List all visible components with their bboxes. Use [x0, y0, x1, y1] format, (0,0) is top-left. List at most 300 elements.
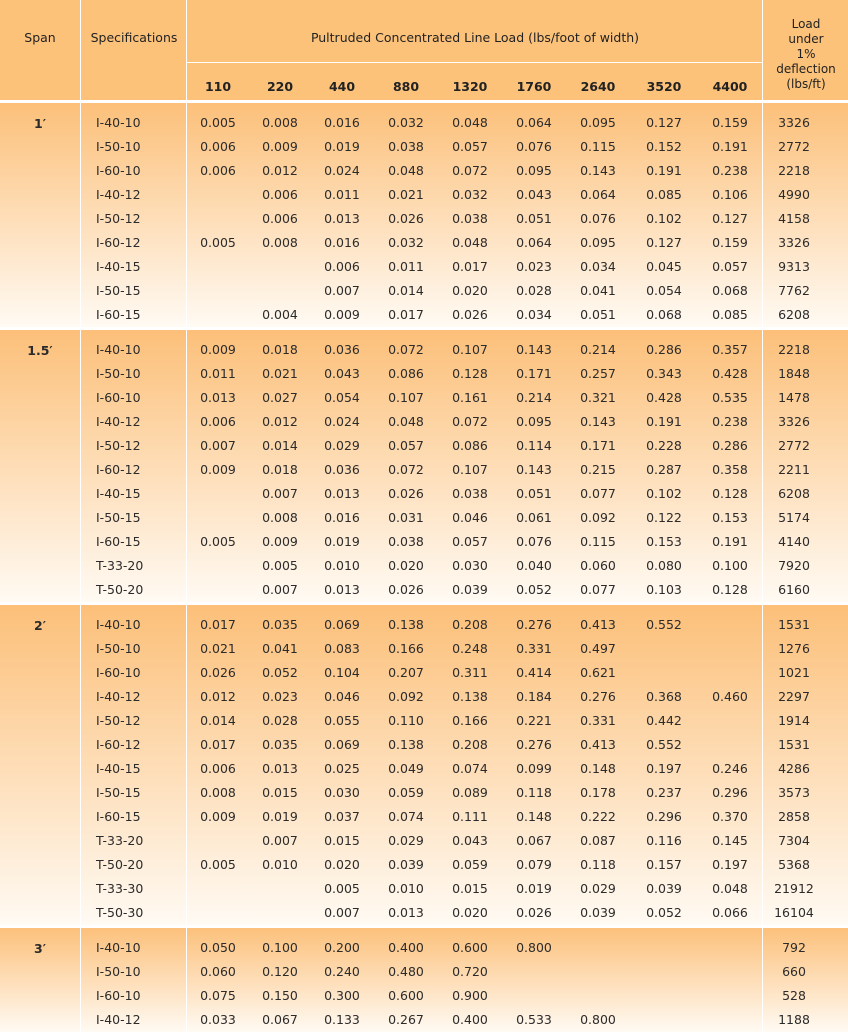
- deflection-cell: 0.055: [324, 713, 360, 728]
- deflection-cell: 0.148: [516, 809, 552, 824]
- load-cell: 5174: [778, 510, 810, 525]
- deflection-cell: 0.021: [262, 366, 298, 381]
- deflection-cell: 0.048: [388, 163, 424, 178]
- deflection-cell: 0.041: [262, 641, 298, 656]
- deflection-cell: 0.026: [388, 582, 424, 597]
- deflection-cell: [186, 279, 250, 303]
- table-row: [0, 231, 848, 255]
- deflection-cell: [698, 984, 762, 1008]
- spec-cell: I-60-10: [96, 665, 141, 680]
- deflection-cell: 0.017: [388, 307, 424, 322]
- table-row: [0, 362, 848, 386]
- deflection-cell: 0.050: [200, 940, 236, 955]
- deflection-cell: 0.118: [580, 857, 616, 872]
- table-row: [0, 829, 848, 853]
- span-label: 1′: [34, 116, 46, 131]
- spec-cell: I-40-15: [96, 486, 141, 501]
- span-label: 2′: [34, 618, 46, 633]
- spec-cell: I-40-15: [96, 761, 141, 776]
- table-row: [0, 757, 848, 781]
- spec-cell: I-50-15: [96, 283, 141, 298]
- deflection-cell: 0.077: [580, 582, 616, 597]
- deflection-cell: 0.009: [200, 342, 236, 357]
- spec-cell: I-40-10: [96, 342, 141, 357]
- deflection-cell: 0.038: [388, 139, 424, 154]
- table-row: [0, 279, 848, 303]
- deflection-cell: 0.017: [200, 617, 236, 632]
- deflection-cell: 0.208: [452, 617, 488, 632]
- deflection-cell: 0.038: [452, 486, 488, 501]
- deflection-cell: 0.128: [712, 582, 748, 597]
- table-row: [0, 578, 848, 602]
- header-load-value: 2640: [580, 79, 616, 94]
- deflection-cell: 0.900: [452, 988, 488, 1003]
- deflection-cell: 0.107: [452, 342, 488, 357]
- header-deflection-line: (lbs/ft): [786, 77, 826, 91]
- deflection-cell: 0.191: [712, 534, 748, 549]
- deflection-cell: 0.246: [712, 761, 748, 776]
- table-row: [0, 805, 848, 829]
- deflection-cell: 0.178: [580, 785, 616, 800]
- deflection-cell: [632, 984, 696, 1008]
- deflection-cell: 0.331: [580, 713, 616, 728]
- load-cell: 7762: [778, 283, 810, 298]
- deflection-cell: 0.143: [580, 414, 616, 429]
- spec-cell: I-40-10: [96, 940, 141, 955]
- deflection-cell: 0.076: [516, 534, 552, 549]
- deflection-cell: 0.143: [516, 342, 552, 357]
- table-row: [0, 506, 848, 530]
- deflection-cell: 0.009: [200, 809, 236, 824]
- deflection-cell: 0.019: [516, 881, 552, 896]
- span-group: [0, 602, 848, 925]
- deflection-cell: 0.011: [200, 366, 236, 381]
- deflection-cell: 0.115: [580, 534, 616, 549]
- deflection-cell: 0.127: [712, 211, 748, 226]
- spec-cell: I-40-12: [96, 1012, 141, 1027]
- spec-cell: I-40-12: [96, 689, 141, 704]
- deflection-cell: 0.015: [262, 785, 298, 800]
- deflection-cell: 0.013: [262, 761, 298, 776]
- deflection-cell: 0.157: [646, 857, 682, 872]
- deflection-cell: 0.311: [452, 665, 488, 680]
- deflection-cell: [632, 1008, 696, 1032]
- load-cell: 16104: [774, 905, 814, 920]
- deflection-cell: 0.103: [646, 582, 682, 597]
- deflection-cell: 0.034: [516, 307, 552, 322]
- load-cell: 1848: [778, 366, 810, 381]
- deflection-cell: 0.007: [262, 582, 298, 597]
- deflection-cell: 0.085: [712, 307, 748, 322]
- table-row: [0, 984, 848, 1008]
- deflection-cell: [698, 960, 762, 984]
- deflection-cell: 0.012: [262, 414, 298, 429]
- deflection-cell: 0.287: [646, 462, 682, 477]
- deflection-cell: 0.221: [516, 713, 552, 728]
- deflection-cell: 0.228: [646, 438, 682, 453]
- deflection-cell: 0.036: [324, 342, 360, 357]
- header-load-value: 3520: [646, 79, 682, 94]
- deflection-cell: 0.095: [516, 414, 552, 429]
- deflection-cell: 0.358: [712, 462, 748, 477]
- deflection-cell: 0.026: [388, 211, 424, 226]
- deflection-cell: 0.100: [712, 558, 748, 573]
- deflection-cell: 0.039: [580, 905, 616, 920]
- deflection-cell: 0.115: [580, 139, 616, 154]
- deflection-cell: 0.276: [580, 689, 616, 704]
- spec-cell: I-50-15: [96, 785, 141, 800]
- deflection-cell: 0.240: [324, 964, 360, 979]
- deflection-cell: 0.116: [646, 833, 682, 848]
- deflection-cell: 0.015: [324, 833, 360, 848]
- deflection-cell: 0.010: [262, 857, 298, 872]
- deflection-cell: 0.057: [712, 259, 748, 274]
- deflection-cell: 0.057: [452, 139, 488, 154]
- deflection-cell: 0.197: [646, 761, 682, 776]
- deflection-cell: 0.048: [452, 235, 488, 250]
- deflection-cell: [698, 733, 762, 757]
- deflection-cell: [186, 207, 250, 231]
- deflection-cell: 0.128: [452, 366, 488, 381]
- deflection-cell: 0.045: [646, 259, 682, 274]
- deflection-cell: 0.005: [262, 558, 298, 573]
- deflection-cell: 0.442: [646, 713, 682, 728]
- deflection-cell: [186, 578, 250, 602]
- deflection-cell: 0.043: [324, 366, 360, 381]
- header-load-value: 440: [328, 79, 356, 94]
- deflection-cell: 0.114: [516, 438, 552, 453]
- spec-cell: I-60-12: [96, 235, 141, 250]
- span-group: [0, 327, 848, 602]
- deflection-cell: 0.038: [452, 211, 488, 226]
- header-divider: [186, 0, 187, 100]
- deflection-cell: 0.035: [262, 617, 298, 632]
- deflection-cell: 0.159: [712, 115, 748, 130]
- table-row: [0, 661, 848, 685]
- table-row: [0, 111, 848, 135]
- deflection-cell: 0.184: [516, 689, 552, 704]
- deflection-cell: 0.031: [388, 510, 424, 525]
- deflection-cell: 0.013: [324, 486, 360, 501]
- table-row: [0, 410, 848, 434]
- deflection-cell: 0.013: [324, 211, 360, 226]
- table-header: [0, 0, 848, 100]
- deflection-cell: 0.009: [200, 462, 236, 477]
- deflection-cell: 0.238: [712, 163, 748, 178]
- deflection-cell: 0.138: [388, 737, 424, 752]
- load-cell: 2858: [778, 809, 810, 824]
- spec-cell: I-60-15: [96, 534, 141, 549]
- deflection-cell: 0.009: [262, 534, 298, 549]
- deflection-cell: 0.600: [388, 988, 424, 1003]
- deflection-cell: [698, 1008, 762, 1032]
- deflection-cell: 0.023: [516, 259, 552, 274]
- table-row: [0, 1008, 848, 1032]
- deflection-cell: 0.286: [646, 342, 682, 357]
- deflection-cell: 0.321: [580, 390, 616, 405]
- span-group-divider: [0, 100, 848, 103]
- header-load-value: 110: [204, 79, 232, 94]
- deflection-cell: 0.621: [580, 665, 616, 680]
- deflection-cell: 0.018: [262, 462, 298, 477]
- load-cell: 4286: [778, 761, 810, 776]
- table-row: [0, 936, 848, 960]
- deflection-cell: 0.052: [262, 665, 298, 680]
- deflection-cell: 0.107: [388, 390, 424, 405]
- deflection-cell: [186, 901, 250, 925]
- deflection-cell: 0.248: [452, 641, 488, 656]
- header-divider: [80, 0, 81, 100]
- deflection-cell: 0.072: [452, 414, 488, 429]
- deflection-cell: 0.054: [646, 283, 682, 298]
- deflection-cell: 0.054: [324, 390, 360, 405]
- deflection-cell: [248, 255, 312, 279]
- deflection-cell: 0.039: [388, 857, 424, 872]
- deflection-cell: 0.057: [452, 534, 488, 549]
- deflection-cell: 0.107: [452, 462, 488, 477]
- deflection-cell: 0.400: [452, 1012, 488, 1027]
- deflection-cell: [186, 554, 250, 578]
- table-row: [0, 255, 848, 279]
- deflection-cell: 0.048: [452, 115, 488, 130]
- header-load-value: 880: [392, 79, 420, 94]
- deflection-cell: 0.032: [388, 115, 424, 130]
- header-divider: [762, 0, 763, 100]
- deflection-cell: 0.039: [452, 582, 488, 597]
- deflection-cell: 0.032: [388, 235, 424, 250]
- deflection-cell: 0.208: [452, 737, 488, 752]
- deflection-cell: 0.035: [262, 737, 298, 752]
- spec-cell: T-33-20: [96, 558, 144, 573]
- load-cell: 3573: [778, 785, 810, 800]
- deflection-cell: 0.106: [712, 187, 748, 202]
- deflection-cell: 0.127: [646, 235, 682, 250]
- load-cell: 3326: [778, 115, 810, 130]
- deflection-cell: 0.009: [324, 307, 360, 322]
- deflection-cell: [566, 936, 630, 960]
- deflection-cell: 0.357: [712, 342, 748, 357]
- deflection-cell: 0.024: [324, 163, 360, 178]
- deflection-cell: 0.051: [516, 486, 552, 501]
- load-cell: 6160: [778, 582, 810, 597]
- load-cell: 1276: [778, 641, 810, 656]
- deflection-cell: 0.012: [262, 163, 298, 178]
- deflection-cell: 0.006: [200, 163, 236, 178]
- table-row: [0, 458, 848, 482]
- deflection-cell: 0.074: [452, 761, 488, 776]
- deflection-cell: 0.064: [580, 187, 616, 202]
- load-cell: 528: [782, 988, 806, 1003]
- deflection-cell: 0.720: [452, 964, 488, 979]
- spec-cell: I-60-15: [96, 307, 141, 322]
- deflection-cell: 0.207: [388, 665, 424, 680]
- deflection-cell: [502, 960, 566, 984]
- deflection-cell: 0.026: [388, 486, 424, 501]
- deflection-cell: 0.039: [646, 881, 682, 896]
- deflection-cell: 0.067: [516, 833, 552, 848]
- deflection-cell: 0.043: [516, 187, 552, 202]
- spec-cell: T-50-20: [96, 582, 144, 597]
- deflection-cell: 0.127: [646, 115, 682, 130]
- load-cell: 6208: [778, 486, 810, 501]
- deflection-cell: 0.300: [324, 988, 360, 1003]
- deflection-cell: 0.166: [452, 713, 488, 728]
- deflection-cell: 0.007: [324, 905, 360, 920]
- span-group-divider: [0, 925, 848, 928]
- load-cell: 7920: [778, 558, 810, 573]
- load-cell: 1478: [778, 390, 810, 405]
- deflection-cell: [248, 901, 312, 925]
- deflection-cell: 0.043: [452, 833, 488, 848]
- deflection-cell: 0.095: [516, 163, 552, 178]
- deflection-cell: 0.008: [262, 235, 298, 250]
- deflection-cell: 0.118: [516, 785, 552, 800]
- spec-cell: I-50-12: [96, 713, 141, 728]
- table-row: [0, 159, 848, 183]
- load-cell: 2218: [778, 163, 810, 178]
- deflection-cell: 0.102: [646, 486, 682, 501]
- deflection-cell: 0.018: [262, 342, 298, 357]
- spec-cell: I-60-10: [96, 390, 141, 405]
- load-cell: 9313: [778, 259, 810, 274]
- load-cell: 1188: [778, 1012, 810, 1027]
- deflection-cell: 0.006: [200, 414, 236, 429]
- deflection-cell: 0.171: [516, 366, 552, 381]
- deflection-cell: 0.083: [324, 641, 360, 656]
- deflection-cell: 0.296: [712, 785, 748, 800]
- table-row: [0, 960, 848, 984]
- deflection-cell: 0.029: [580, 881, 616, 896]
- deflection-cell: 0.017: [200, 737, 236, 752]
- deflection-cell: 0.051: [516, 211, 552, 226]
- deflection-cell: 0.148: [580, 761, 616, 776]
- deflection-cell: 0.276: [516, 737, 552, 752]
- deflection-cell: [698, 709, 762, 733]
- deflection-cell: 0.009: [262, 139, 298, 154]
- deflection-cell: [248, 877, 312, 901]
- deflection-cell: 0.041: [580, 283, 616, 298]
- deflection-cell: 0.030: [452, 558, 488, 573]
- table-row: [0, 135, 848, 159]
- deflection-cell: [186, 829, 250, 853]
- deflection-cell: 0.368: [646, 689, 682, 704]
- table-row: [0, 709, 848, 733]
- load-cell: 2772: [778, 438, 810, 453]
- table-row: [0, 554, 848, 578]
- spec-cell: I-40-12: [96, 187, 141, 202]
- deflection-cell: 0.072: [388, 462, 424, 477]
- spec-cell: I-60-12: [96, 462, 141, 477]
- load-cell: 21912: [774, 881, 814, 896]
- load-cell: 5368: [778, 857, 810, 872]
- deflection-cell: 0.099: [516, 761, 552, 776]
- deflection-cell: 0.095: [580, 115, 616, 130]
- table-row: [0, 207, 848, 231]
- deflection-cell: 0.331: [516, 641, 552, 656]
- deflection-cell: 0.074: [388, 809, 424, 824]
- deflection-cell: 0.152: [646, 139, 682, 154]
- deflection-cell: 0.069: [324, 737, 360, 752]
- deflection-cell: 0.060: [200, 964, 236, 979]
- deflection-cell: 0.027: [262, 390, 298, 405]
- deflection-cell: 0.286: [712, 438, 748, 453]
- deflection-cell: 0.267: [388, 1012, 424, 1027]
- deflection-cell: 0.029: [324, 438, 360, 453]
- deflection-cell: 0.006: [324, 259, 360, 274]
- table-row: [0, 338, 848, 362]
- deflection-cell: 0.061: [516, 510, 552, 525]
- deflection-cell: 0.276: [516, 617, 552, 632]
- deflection-cell: 0.014: [200, 713, 236, 728]
- deflection-cell: 0.214: [516, 390, 552, 405]
- deflection-cell: 0.100: [262, 940, 298, 955]
- spec-cell: I-40-15: [96, 259, 141, 274]
- deflection-cell: 0.533: [516, 1012, 552, 1027]
- deflection-cell: 0.428: [712, 366, 748, 381]
- deflection-cell: 0.138: [452, 689, 488, 704]
- deflection-cell: 0.064: [516, 115, 552, 130]
- load-cell: 3326: [778, 414, 810, 429]
- deflection-cell: [632, 637, 696, 661]
- deflection-cell: [632, 661, 696, 685]
- deflection-cell: 0.400: [388, 940, 424, 955]
- deflection-cell: 0.046: [324, 689, 360, 704]
- deflection-cell: 0.057: [388, 438, 424, 453]
- deflection-cell: 0.028: [262, 713, 298, 728]
- deflection-cell: 0.104: [324, 665, 360, 680]
- deflection-cell: 0.005: [200, 235, 236, 250]
- deflection-cell: 0.004: [262, 307, 298, 322]
- deflection-cell: 0.032: [452, 187, 488, 202]
- spec-cell: I-40-10: [96, 617, 141, 632]
- deflection-cell: 0.060: [580, 558, 616, 573]
- deflection-cell: 0.600: [452, 940, 488, 955]
- table-row: [0, 183, 848, 207]
- deflection-cell: 0.013: [200, 390, 236, 405]
- deflection-cell: 0.238: [712, 414, 748, 429]
- deflection-cell: 0.007: [324, 283, 360, 298]
- deflection-cell: 0.092: [388, 689, 424, 704]
- deflection-cell: 0.033: [200, 1012, 236, 1027]
- deflection-cell: 0.138: [388, 617, 424, 632]
- load-cell: 1914: [778, 713, 810, 728]
- deflection-cell: [698, 661, 762, 685]
- deflection-cell: 0.011: [388, 259, 424, 274]
- deflection-cell: 0.006: [262, 187, 298, 202]
- deflection-cell: 0.535: [712, 390, 748, 405]
- deflection-cell: [632, 936, 696, 960]
- deflection-cell: 0.191: [712, 139, 748, 154]
- deflection-cell: 0.010: [324, 558, 360, 573]
- span-group-divider: [0, 327, 848, 330]
- deflection-cell: 0.026: [452, 307, 488, 322]
- deflection-cell: 0.296: [646, 809, 682, 824]
- deflection-cell: 0.005: [324, 881, 360, 896]
- deflection-cell: 0.552: [646, 737, 682, 752]
- table-row: [0, 781, 848, 805]
- deflection-cell: 0.087: [580, 833, 616, 848]
- load-cell: 660: [782, 964, 806, 979]
- load-cell: 2772: [778, 139, 810, 154]
- header-load-value: 220: [266, 79, 294, 94]
- deflection-cell: 0.800: [580, 1012, 616, 1027]
- deflection-cell: 0.029: [388, 833, 424, 848]
- load-cell: 2218: [778, 342, 810, 357]
- load-cell: 4140: [778, 534, 810, 549]
- span-label: 1.5′: [27, 343, 53, 358]
- deflection-cell: 0.086: [388, 366, 424, 381]
- deflection-cell: 0.085: [646, 187, 682, 202]
